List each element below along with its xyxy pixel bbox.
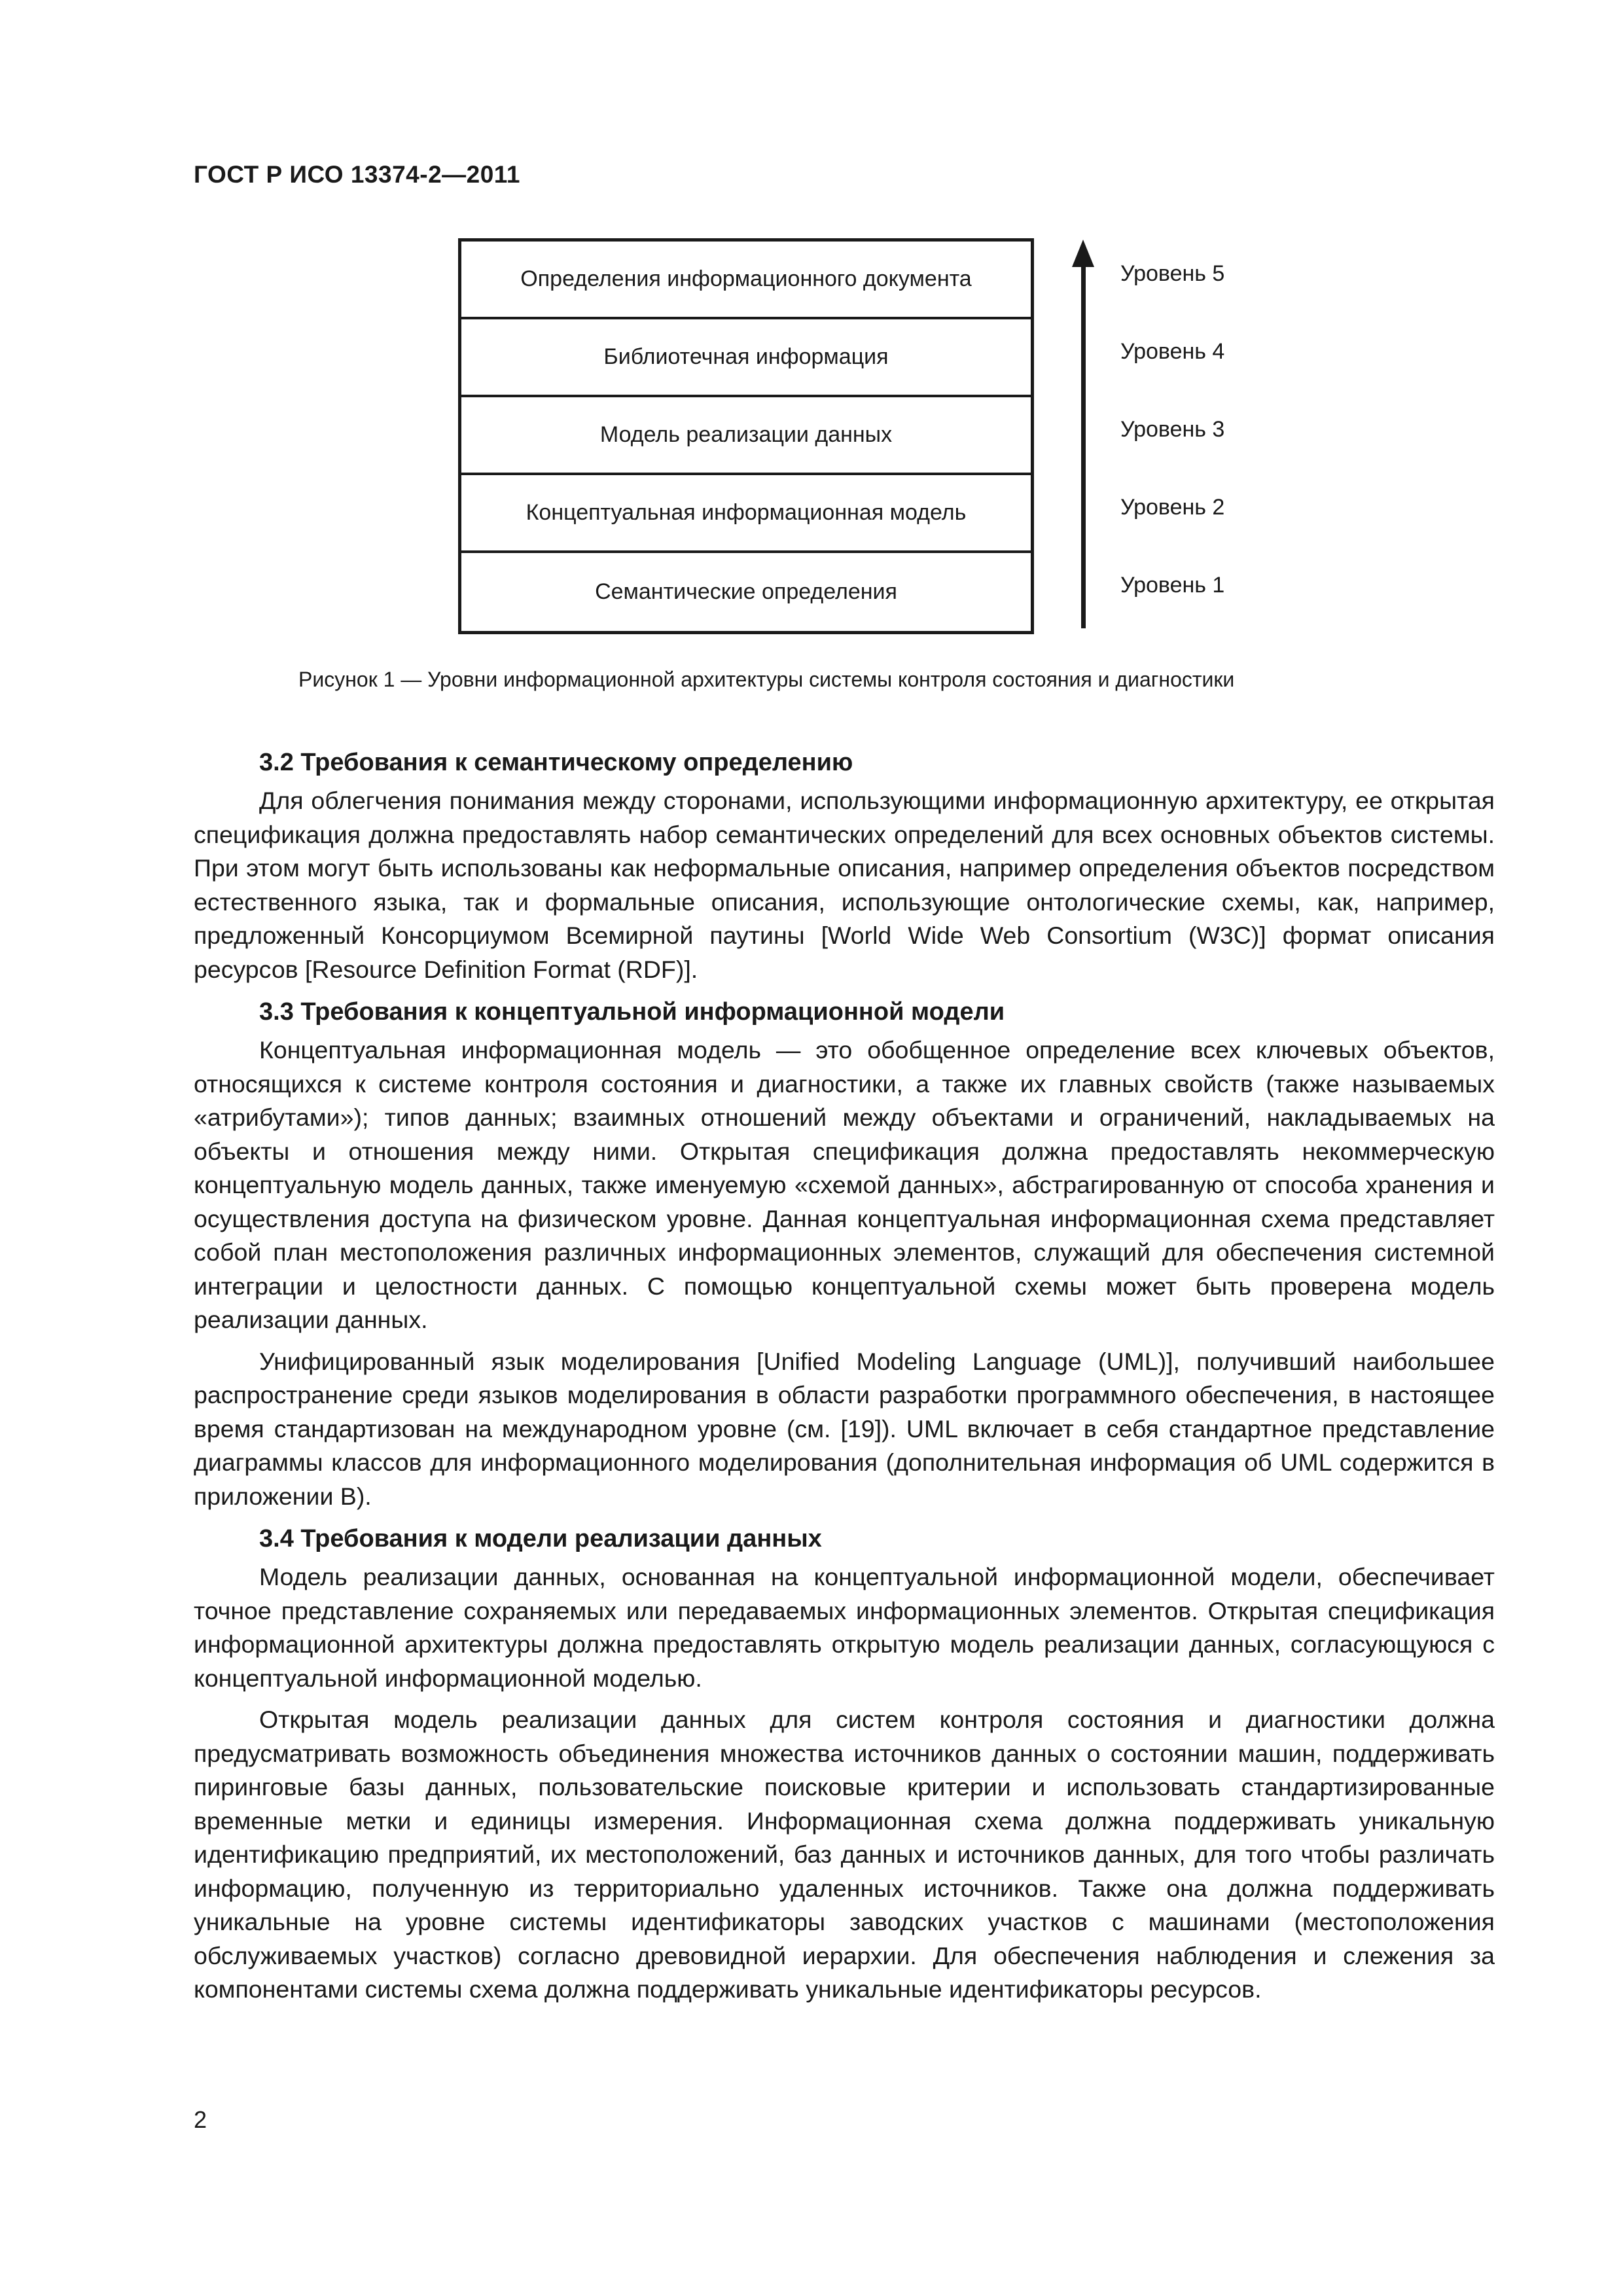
section-heading: 3.2 Требования к семантическому определению <box>259 749 853 776</box>
level-4-label: Уровень 4 <box>1120 339 1225 364</box>
level-5-box: Определения информационного документа <box>461 242 1031 319</box>
up-arrow-icon <box>1072 240 1094 267</box>
document-body <box>194 745 1495 2015</box>
section-paragraph: Для облегчения понимания между сторонами, использующими информационную архитектуру, ее открытая спецификация должна предоставлять набор семантических определений для всех основных объектов системы. При этом могут быть использованы как неформальные описания, например определения объектов посредством естественного языка, так и формальные описания, использующие онтологические схемы, как, например, предложенный Консорциумом Всемирной паутины [World Wide Web Consortium (W3C)] формат описания ресурсов [Resource Definition Format (RDF)]. <box>194 787 1495 983</box>
level-1-box: Семантические определения <box>595 579 897 604</box>
section-paragraph: Открытая модель реализации данных для систем контроля состояния и диагностики должна предусматривать возможность объединения множества источников данных о состоянии машин, поддерживать пиринговые базы данных, пользовательские поисковые критерии и использовать стандартизированные временные метки и единицы измерения. Информационная схема должна поддерживать уникальную идентификацию предприятий, их местоположений, баз данных и источников данных, для того чтобы различать информацию, полученную из территориально удаленных источников. Также она должна поддерживать уникальные на уровне системы идентификаторы заводских участков с машинами (местоположения обслуживаемых участков) согласно древовидной иерархии. Для обеспечения наблюдения и слежения за компонентами системы схема должна поддерживать уникальные идентификаторы ресурсов. <box>194 1706 1495 2003</box>
level-2-box: Концептуальная информационная модель <box>461 475 1031 553</box>
level-2-label: Уровень 2 <box>1120 495 1225 520</box>
level-5-label: Уровень 5 <box>1120 261 1225 286</box>
document-header: ГОСТ Р ИСО 13374-2—2011 <box>194 161 520 188</box>
section-paragraph: Унифицированный язык моделирования [Unified Modeling Language (UML)], получивший наибольшее распространение среди языков моделирования в области разработки программного обеспечения, в настоящее время стандартизован на международном уровне (см. [19]). UML включает в себя стандартное представление диаграммы классов для информационного моделирования (дополнительная информация об UML содержится в приложении B). <box>194 1347 1495 1510</box>
level-3-box: Модель реализации данных <box>461 397 1031 475</box>
figure-caption: Рисунок 1 — Уровни информационной архитектуры системы контроля состояния и диагностики <box>298 668 1235 691</box>
architecture-levels-diagram <box>458 238 1034 634</box>
level-4-box: Библиотечная информация <box>461 319 1031 397</box>
up-arrow-shaft <box>1081 262 1086 628</box>
section-heading: 3.3 Требования к концептуальной информационной модели <box>259 998 1005 1026</box>
page-number: 2 <box>194 2106 207 2133</box>
level-1-label: Уровень 1 <box>1120 573 1225 598</box>
section-paragraph: Концептуальная информационная модель — это обобщенное определение всех ключевых объектов, относящихся к системе контроля состояния и диагностики, а также их главных свойств (также называемых «атрибутами»); типов данных; взаимных отношений между объектами и ограничений, накладываемых на объекты и отношения между ними. Открытая спецификация должна предоставлять некоммерческую концептуальную модель данных, также именуемую «схемой данных», абстрагированную от способа хранения и осуществления доступа на физическом уровне. Данная концептуальная информационная схема представляет собой план местоположения различных информационных элементов, служащий для обеспечения системной интеграции и целостности данных. С помощью концептуальной схемы может быть проверена модель реализации данных. <box>194 1036 1495 1333</box>
section-paragraph: Модель реализации данных, основанная на концептуальной информационной модели, обеспечивает точное представление сохраняемых или передаваемых информационных элементов. Открытая спецификация информационной архитектуры должна предоставлять открытую модель реализации данных, согласующуюся с концептуальной информационной моделью. <box>194 1563 1495 1692</box>
level-3-label: Уровень 3 <box>1120 417 1225 442</box>
section-heading: 3.4 Требования к модели реализации данных <box>259 1525 822 1552</box>
